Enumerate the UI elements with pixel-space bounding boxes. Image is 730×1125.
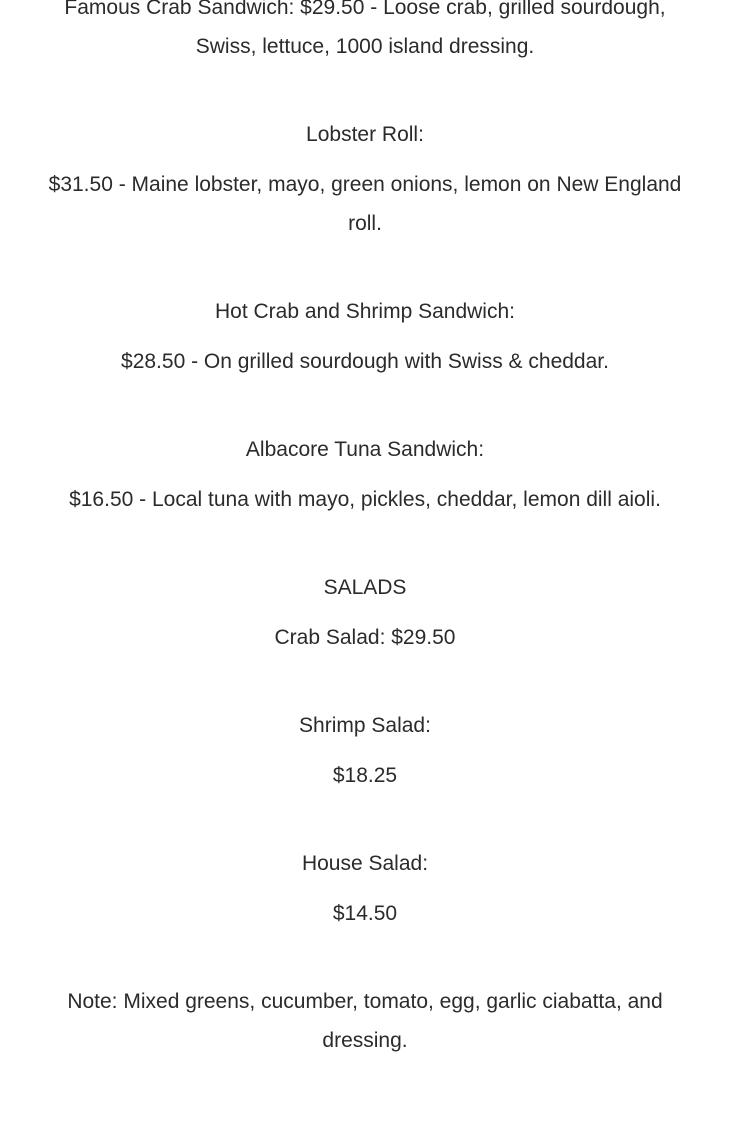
lobster-roll-title: Lobster Roll:: [306, 123, 424, 146]
albacore-tuna-description: $16.50 - Local tuna with mayo, pickles, cheddar, lemon dill aioli.: [69, 488, 661, 511]
house-salad-note: Note: Mixed greens, cucumber, tomato, egg, garlic ciabatta, and dressing.: [67, 990, 663, 1052]
hot-crab-shrimp-description: $28.50 - On grilled sourdough with Swiss & cheddar.: [121, 350, 609, 373]
crab-salad-price: Crab Salad: $29.50: [274, 626, 456, 649]
shrimp-salad-title: Shrimp Salad:: [299, 714, 431, 737]
famous-crab-sandwich-description: Famous Crab Sandwich: $29.50 - Loose crab, grilled sourdough, Swiss, lettuce, 1000 island dressing.: [64, 0, 666, 58]
salads-heading: SALADS: [323, 576, 407, 599]
menu-content: [40, 0, 690, 1060]
house-salad-title: House Salad:: [301, 852, 429, 875]
house-salad-price: $14.50: [332, 902, 398, 925]
albacore-tuna-title: Albacore Tuna Sandwich:: [245, 438, 485, 461]
shrimp-salad-price: $18.25: [332, 764, 398, 787]
hot-crab-shrimp-title: Hot Crab and Shrimp Sandwich:: [215, 300, 515, 323]
lobster-roll-description: $31.50 - Maine lobster, mayo, green onions, lemon on New England roll.: [48, 173, 682, 235]
